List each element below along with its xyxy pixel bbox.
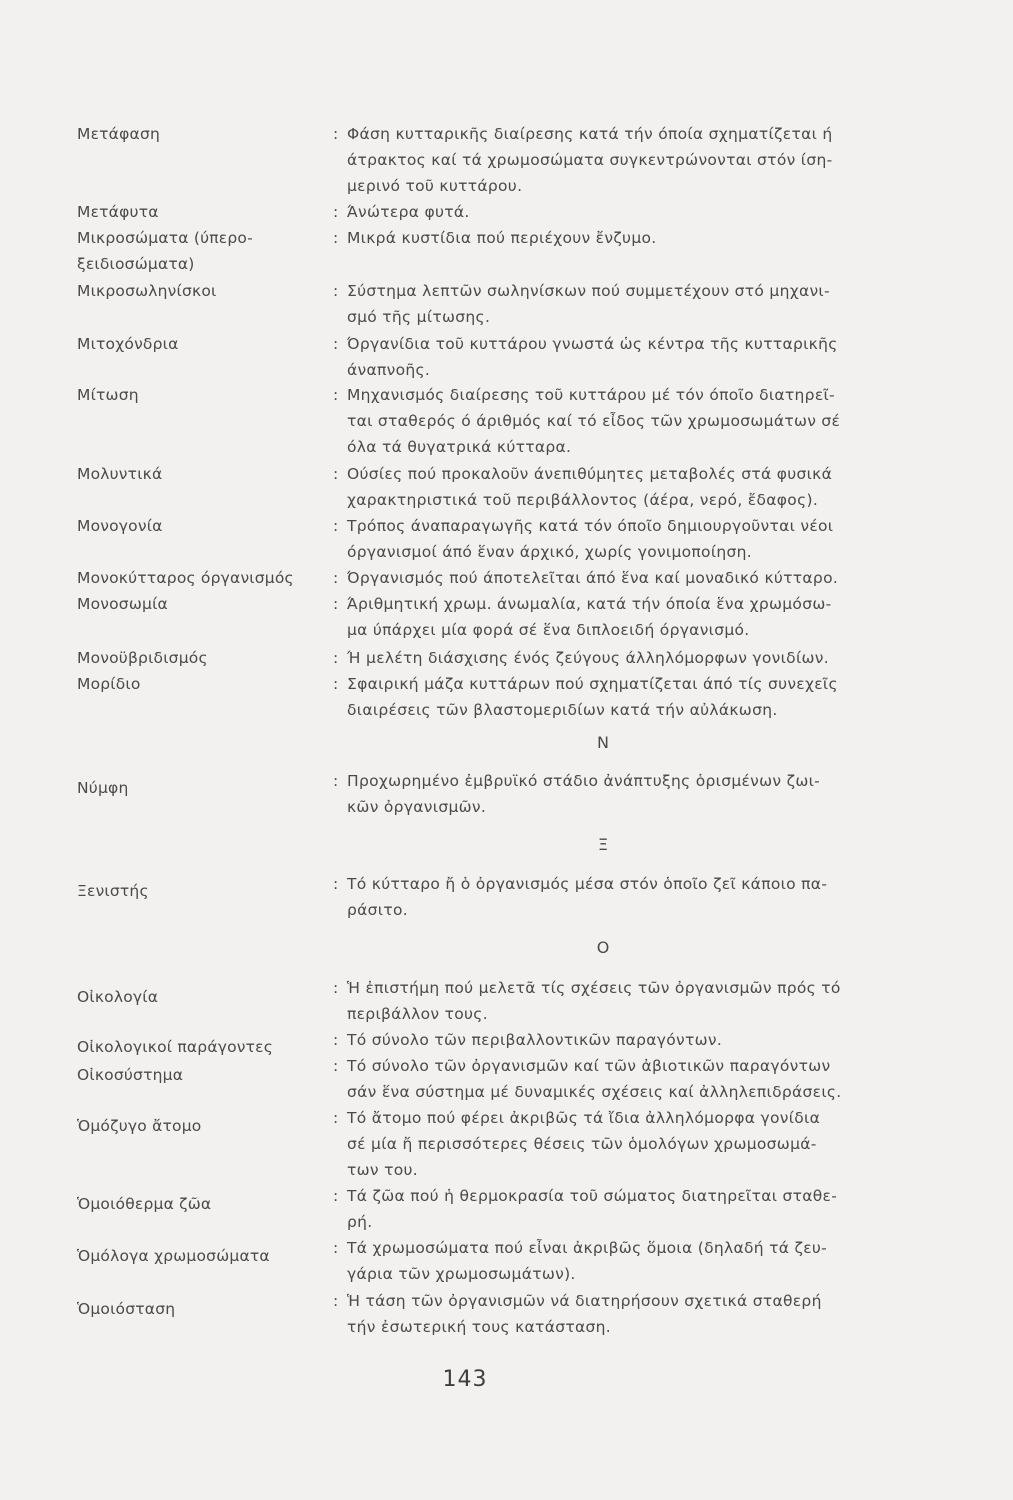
definition-line: μερινό τοῦ κυττάρου. — [347, 177, 523, 195]
definition-omoiostasi — [333, 1288, 863, 1340]
definition-line: όλα τά θυγατρικά κύτταρα. — [347, 438, 572, 456]
definition-line: ρή. — [347, 1213, 373, 1231]
term-metafasi: Μετάφαση — [77, 125, 160, 143]
definition-line: Άνώτερα φυτά. — [347, 203, 470, 221]
definition-oikologia — [333, 975, 863, 1027]
colon: : — [333, 125, 339, 143]
term-xenistis: Ξενιστής — [77, 882, 149, 900]
term-monoyvridismos: Μονοϋβριδισμός — [77, 649, 208, 667]
definition-omozygo-atomo — [333, 1105, 863, 1183]
definition-molyntika — [333, 461, 863, 513]
term-oikologikoi-paragontes: Οἰκολογικοί παράγοντες — [77, 1038, 274, 1056]
definition-moridio — [333, 671, 863, 723]
colon: : — [333, 649, 339, 667]
definition-line: Άριθμητική χρωμ. άνωμαλία, κατά τήν όποία ἕνα χρωμόσω- — [347, 595, 832, 613]
term-omoiostasi: Ὁμοιόσταση — [77, 1300, 176, 1318]
definition-omologa-chromosomata — [333, 1235, 863, 1287]
colon: : — [333, 1031, 339, 1049]
definition-xenistis — [333, 871, 863, 923]
definition-line: Τό κύτταρο ἤ ὁ ὀργανισμός μέσα στόν ὁποῖο ζεῖ κάποιο πα- — [347, 875, 828, 893]
colon: : — [333, 335, 339, 353]
definition-line: Τά ζῶα πού ἡ θερμοκρασία τοῦ σώματος διατηρεῖται σταθε- — [347, 1187, 838, 1205]
definition-oikologikoi-paragontes — [333, 1027, 863, 1053]
definition-monosomia — [333, 591, 863, 643]
colon: : — [333, 203, 339, 221]
definition-line: Όργανισμός πού άποτελεῖται άπό ἕνα καί μοναδικό κύτταρο. — [347, 569, 839, 587]
page-number: 143 — [442, 1367, 488, 1392]
term-omologa-chromosomata: Ὁμόλογα χρωμοσώματα — [77, 1247, 270, 1265]
definition-line: κῶν ὀργανισμῶν. — [347, 798, 487, 816]
colon: : — [333, 1292, 339, 1310]
definition-line: των του. — [347, 1161, 419, 1179]
definition-line: μα ύπάρχει μία φορά σέ ἕνα διπλοειδή όργανισμό. — [347, 621, 750, 639]
colon: : — [333, 979, 339, 997]
colon: : — [333, 517, 339, 535]
definition-monoyvridismos — [333, 645, 863, 671]
section-letter-nu: Ν — [597, 733, 609, 752]
colon: : — [333, 675, 339, 693]
colon: : — [333, 229, 339, 247]
colon: : — [333, 1239, 339, 1257]
definition-oikosystima — [333, 1053, 863, 1105]
term-mitosi: Μίτωση — [77, 386, 139, 404]
definition-line: Ή μελέτη διάσχισης ένός ζεύγους άλληλόμορφων γονιδίων. — [347, 649, 829, 667]
colon: : — [333, 1109, 339, 1127]
colon: : — [333, 569, 339, 587]
term-mikrosomata: Μικροσώματα (ύπερο- ξειδιοσώματα) — [77, 229, 253, 273]
section-letter-omicron: Ο — [596, 938, 610, 957]
definition-line: σμό τῆς μίτωσης. — [347, 308, 491, 326]
definition-metafasi — [333, 121, 863, 199]
definition-line: Όργανίδια τοῦ κυττάρου γνωστά ὡς κέντρα τῆς κυτταρικῆς — [347, 335, 838, 353]
term-mikrosolinískoi: Μικροσωληνίσκοι — [77, 282, 217, 300]
definition-line: περιβάλλον τους. — [347, 1005, 488, 1023]
colon: : — [333, 282, 339, 300]
definition-metafyta — [333, 199, 863, 225]
term-mitochondria: Μιτοχόνδρια — [77, 335, 179, 353]
definition-mitochondria — [333, 331, 863, 383]
definition-line: Σφαιρική μάζα κυττάρων πού σχηματίζεται άπό τίς συνεχεῖς — [347, 675, 838, 693]
definition-mikrosomata — [333, 225, 863, 251]
definition-line: Φάση κυτταρικῆς διαίρεσης κατά τήν όποία σχηματίζεται ή — [347, 125, 833, 143]
definition-line: Προχωρημένο ἐμβρυϊκό στάδιο ἀνάπτυξης ὁρισμένων ζωι- — [347, 772, 821, 790]
term-metafyta: Μετάφυτα — [77, 203, 159, 221]
term-monokyttaros-organismos: Μονοκύτταρος όργανισμός — [77, 569, 294, 587]
term-oikologia: Οἰκολογία — [77, 988, 159, 1006]
definition-line: χαρακτηριστικά τοῦ περιβάλλοντος (άέρα, νερό, ἔδαφος). — [347, 491, 819, 509]
definition-line: Τρόπος άναπαραγωγῆς κατά τόν όποῖο δημιουργοῦνται νέοι — [347, 517, 834, 535]
colon: : — [333, 386, 339, 404]
definition-line: σέ μία ἤ περισσότερες θέσεις τῶν ὁμολόγων χρωμοσωμά- — [347, 1135, 817, 1153]
colon: : — [333, 772, 339, 790]
colon: : — [333, 595, 339, 613]
definition-monogonia — [333, 513, 863, 565]
colon: : — [333, 875, 339, 893]
definition-line: σάν ἕνα σύστημα μέ δυναμικές σχέσεις καί ἀλληλεπιδράσεις. — [347, 1083, 842, 1101]
term-nymfi: Νύμφη — [77, 779, 129, 797]
definition-omoiotherma-zoa — [333, 1183, 863, 1235]
term-oikosystima: Οἰκοσύστημα — [77, 1066, 184, 1084]
definition-line: όργανισμοί άπό ἕναν άρχικό, χωρίς γονιμοποίηση. — [347, 543, 752, 561]
term-moridio: Μορίδιο — [77, 675, 141, 693]
definition-monokyttaros-organismos — [333, 565, 863, 591]
colon: : — [333, 1057, 339, 1075]
definition-line: Μηχανισμός διαίρεσης τοῦ κυττάρου μέ τόν όποῖο διατηρεῖ- — [347, 386, 835, 404]
definition-mikrosoliniskoi — [333, 278, 863, 330]
definition-line: ράσιτο. — [347, 901, 408, 919]
term-monosomia: Μονοσωμία — [77, 595, 168, 613]
definition-line: διαιρέσεις τῶν βλαστομεριδίων κατά τήν αὐλάκωση. — [347, 701, 778, 719]
definition-mitosi — [333, 382, 863, 460]
section-letter-xi: Ξ — [597, 835, 609, 854]
definition-line: Σύστημα λεπτῶν σωληνίσκων πού συμμετέχουν στό μηχανι- — [347, 282, 830, 300]
definition-line: Ἡ τάση τῶν ὀργανισμῶν νά διατηρήσουν σχετικά σταθερή — [347, 1292, 822, 1310]
definition-line: Τό ἄτομο πού φέρει ἀκριβῶς τά ἴδια ἀλληλόμορφα γονίδια — [347, 1109, 821, 1127]
term-molyntika: Μολυντικά — [77, 465, 163, 483]
definition-line: Τό σύνολο τῶν ὀργανισμῶν καί τῶν ἀβιοτικῶν παραγόντων — [347, 1057, 831, 1075]
definition-line: άναπνοῆς. — [347, 361, 431, 379]
colon: : — [333, 465, 339, 483]
definition-line: Τό σύνολο τῶν περιβαλλοντικῶν παραγόντων. — [347, 1031, 723, 1049]
definition-line: άτρακτος καί τά χρωμοσώματα συγκεντρώνονται στόν ίση- — [347, 151, 833, 169]
term-omoiotherma-zoa: Ὁμοιόθερμα ζῶα — [77, 1195, 212, 1213]
colon: : — [333, 1187, 339, 1205]
definition-nymfi — [333, 768, 863, 820]
definition-line: ται σταθερός ό άριθμός καί τό εἶδος τῶν χρωμοσωμάτων σέ — [347, 412, 841, 430]
term-monogonia: Μονογονία — [77, 517, 163, 535]
definition-line: τήν ἐσωτερική τους κατάσταση. — [347, 1318, 611, 1336]
definition-line: Ούσίες πού προκαλοῦν άνεπιθύμητες μεταβολές στά φυσικά — [347, 465, 833, 483]
term-omozygo-atomo: Ὁμόζυγο ἄτομο — [77, 1117, 202, 1135]
definition-line: Μικρά κυστίδια πού περιέχουν ἔνζυμο. — [347, 229, 657, 247]
definition-line: Τά χρωμοσώματα πού εἶναι ἀκριβῶς ὅμοια (δηλαδή τά ζευ- — [347, 1239, 828, 1257]
definition-line: γάρια τῶν χρωμοσωμάτων). — [347, 1265, 576, 1283]
definition-line: Ἡ ἐπιστήμη πού μελετᾶ τίς σχέσεις τῶν ὀργανισμῶν πρός τό — [347, 979, 841, 997]
